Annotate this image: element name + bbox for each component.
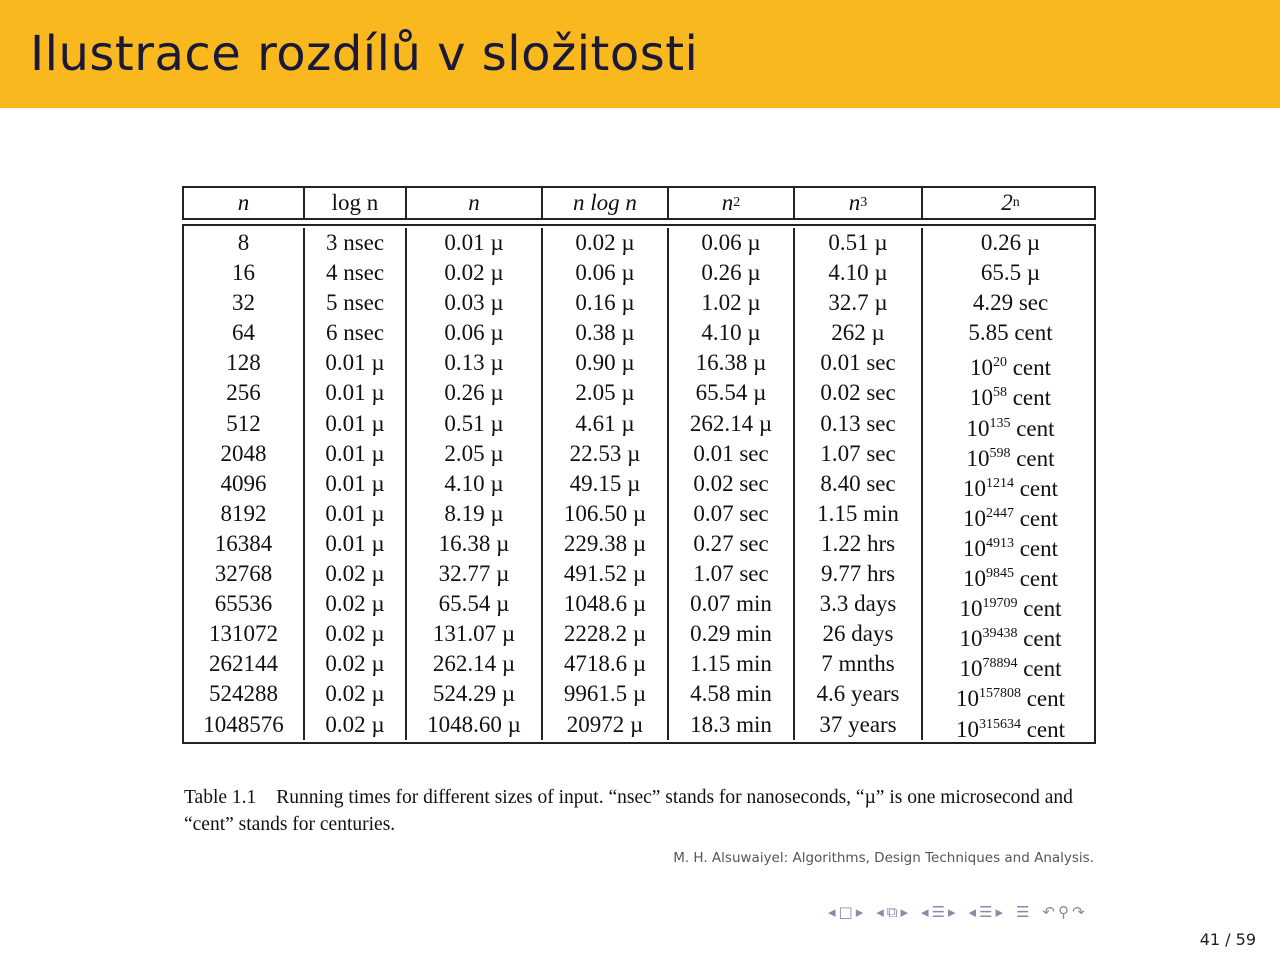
table-column xyxy=(795,228,923,740)
table-cell: 4.10 µ xyxy=(828,260,888,286)
table-cell: 262.14 µ xyxy=(432,651,516,677)
table-cell: 0.29 min xyxy=(690,621,772,647)
table-cell: 4.10 µ xyxy=(701,320,761,346)
beamer-navigation xyxy=(828,898,1093,926)
table-cell: 7 mnths xyxy=(821,651,895,677)
table-cell: 22.53 µ xyxy=(569,440,641,466)
table-cell: 8.40 sec xyxy=(820,470,896,496)
table-cell: 0.27 sec xyxy=(693,530,769,556)
table-cell: 1048.6 µ xyxy=(563,591,647,617)
table-cell: 131.07 µ xyxy=(432,621,516,647)
subsection-next-icon[interactable]: ▸ xyxy=(900,903,909,921)
table-cell: 0.13 sec xyxy=(820,410,896,436)
slide-title: Ilustrace rozdílů v složitosti xyxy=(30,26,699,82)
table-cell: 26 days xyxy=(822,621,894,647)
table-cell: 16384 xyxy=(214,530,273,556)
table-column xyxy=(669,228,795,740)
column-header: n xyxy=(184,188,305,218)
caption-text: Running times for different sizes of input. “nsec” stands for nanoseconds, “µ” is one microsecond and “cent” stands for centuries. xyxy=(184,787,1073,835)
column-header: n 2 xyxy=(669,188,795,218)
table-cell: 65.5 µ xyxy=(980,260,1041,286)
title-bar xyxy=(0,0,1280,108)
table-column xyxy=(407,228,543,740)
table-cell: 0.01 µ xyxy=(444,230,504,255)
frame-prev-icon[interactable]: ◂ xyxy=(828,903,836,921)
table-cell: 1048576 xyxy=(203,711,284,737)
table-cell: 5.85 cent xyxy=(968,320,1053,346)
table-column xyxy=(923,228,1098,740)
subsection-icon[interactable]: ⧉ xyxy=(886,903,898,921)
table-cell: 0.01 µ xyxy=(325,440,385,466)
table-cell: 3.3 days xyxy=(819,591,897,617)
table-cell: 4096 xyxy=(220,470,267,496)
table-cell: 0.01 µ xyxy=(325,350,385,376)
table-cell: 4.58 min xyxy=(690,681,772,707)
document-icon[interactable]: ☰ xyxy=(1016,903,1030,921)
table-cell: 1.22 hrs xyxy=(820,530,896,556)
table-cell: 49.15 µ xyxy=(569,470,641,496)
frame-icon[interactable]: □ xyxy=(838,903,853,921)
table-cell: 2.05 µ xyxy=(575,380,635,406)
table-cell: 16.38 µ xyxy=(438,530,510,556)
table-cell: 229.38 µ xyxy=(563,530,647,556)
table-cell: 32768 xyxy=(214,561,273,587)
table-cell: 8.19 µ xyxy=(444,500,504,526)
table-cell: 2048 xyxy=(220,440,267,466)
table-cell: $10^{58}$ cent xyxy=(969,385,1052,411)
table-cell: 131072 xyxy=(209,621,278,647)
slide-prev-icon[interactable]: ◂ xyxy=(968,903,977,921)
section-icon[interactable]: ☰ xyxy=(931,903,946,921)
table-cell: $10^{20}$ cent xyxy=(969,355,1052,381)
table-cell: 262144 xyxy=(209,651,278,677)
table-cell: 4 nsec xyxy=(325,260,385,286)
table-cell: 524288 xyxy=(209,681,278,707)
table-cell: 0.26 µ xyxy=(701,260,761,286)
table-cell: 32 xyxy=(232,290,255,316)
table-cell: 0.06 µ xyxy=(444,320,504,346)
table-column xyxy=(184,228,305,740)
column-header: n log n xyxy=(543,188,669,218)
slide-next-icon[interactable]: ▸ xyxy=(995,903,1004,921)
table-cell: 6 nsec xyxy=(325,320,385,346)
table-column xyxy=(305,228,407,740)
subsection-prev-icon[interactable]: ◂ xyxy=(876,903,884,921)
table-cell: 32.7 µ xyxy=(828,290,888,316)
table-cell: 262 µ xyxy=(831,320,885,346)
table-cell: 0.02 µ xyxy=(325,711,385,737)
table-cell: 2228.2 µ xyxy=(563,621,647,647)
table-cell: $10^{19709}$ cent xyxy=(959,596,1062,622)
table-cell: 65.54 µ xyxy=(438,591,510,617)
table-cell: 106.50 µ xyxy=(563,500,647,526)
table-cell: $10^{78894}$ cent xyxy=(959,656,1062,682)
table-cell: 1.02 µ xyxy=(701,290,761,316)
column-header: n xyxy=(407,188,543,218)
table-cell: 0.02 µ xyxy=(444,260,504,286)
table-cell: 1.07 sec xyxy=(820,440,896,466)
table-cell: 0.26 µ xyxy=(444,380,504,406)
table-cell: 2.05 µ xyxy=(444,440,504,466)
table-cell: 65.54 µ xyxy=(695,380,767,406)
table-caption xyxy=(184,784,1084,838)
table-cell: 16.38 µ xyxy=(695,350,767,376)
column-header: 2 n xyxy=(1001,190,1020,215)
table-cell: 0.26 µ xyxy=(980,230,1041,255)
table-cell: 0.13 µ xyxy=(444,350,504,376)
table-cell: 0.02 µ xyxy=(575,230,635,255)
table-cell: 0.01 µ xyxy=(325,470,385,496)
search-icon[interactable]: ⚲ xyxy=(1058,903,1070,921)
section-next-icon[interactable]: ▸ xyxy=(948,903,956,921)
back-icon[interactable]: ↶ xyxy=(1042,903,1056,921)
table-cell: 0.02 sec xyxy=(820,380,896,406)
table-cell: 8192 xyxy=(220,500,267,526)
table-header xyxy=(182,186,1096,220)
source-citation: M. H. Alsuwaiyel: Algorithms, Design Techniques and Analysis. xyxy=(673,850,1094,866)
table-cell: 1.07 sec xyxy=(693,561,769,587)
forward-icon[interactable]: ↷ xyxy=(1072,903,1085,921)
column-header: n 3 xyxy=(795,188,923,218)
table-cell: $10^{2447}$ cent xyxy=(962,505,1059,531)
table-cell: 1048.60 µ xyxy=(427,711,521,737)
table-cell: 0.06 µ xyxy=(701,230,761,255)
slide-icon[interactable]: ☰ xyxy=(979,903,993,921)
table-cell: 0.06 µ xyxy=(575,260,635,286)
table-cell: 0.07 sec xyxy=(693,500,769,526)
table-cell: 524.29 µ xyxy=(432,681,516,707)
table-cell: 0.01 sec xyxy=(693,440,769,466)
table-cell: $10^{39438}$ cent xyxy=(959,626,1062,652)
table-cell: 9.77 hrs xyxy=(820,561,896,587)
table-cell: 65536 xyxy=(214,591,273,617)
table-cell: 4.29 sec xyxy=(972,290,1049,316)
table-cell: $10^{157808}$ cent xyxy=(955,686,1066,712)
table-cell: 0.38 µ xyxy=(575,320,635,346)
table-column xyxy=(543,228,669,740)
table-cell: 0.03 µ xyxy=(444,290,504,316)
table-cell: $10^{4913}$ cent xyxy=(962,535,1059,561)
table-cell: 4.10 µ xyxy=(444,470,504,496)
caption-label: Table 1.1 xyxy=(184,787,257,808)
table-cell: 8 xyxy=(237,230,250,255)
table-cell: 5 nsec xyxy=(325,290,385,316)
frame-next-icon[interactable]: ▸ xyxy=(855,903,864,921)
table-cell: 0.02 µ xyxy=(325,681,385,707)
table-cell: 0.51 µ xyxy=(828,230,888,255)
table-cell: 20972 µ xyxy=(566,711,644,737)
table-cell: 1.15 min xyxy=(690,651,772,677)
table-cell: 4.6 years xyxy=(816,681,900,707)
table-cell: 0.02 µ xyxy=(325,591,385,617)
table-cell: 18.3 min xyxy=(690,711,772,737)
table-cell: 9961.5 µ xyxy=(563,681,647,707)
table-cell: 491.52 µ xyxy=(563,561,647,587)
page-number: 41 / 59 xyxy=(1199,930,1256,949)
table-cell: $10^{135}$ cent xyxy=(966,415,1055,441)
table-cell: 512 xyxy=(226,410,261,436)
complexity-table xyxy=(182,186,1096,744)
table-cell: 0.02 µ xyxy=(325,621,385,647)
table-body xyxy=(182,224,1096,744)
table-cell: 32.77 µ xyxy=(438,561,510,587)
table-cell: $10^{1214}$ cent xyxy=(962,475,1059,501)
table-cell: 128 xyxy=(226,350,261,376)
table-cell: 4.61 µ xyxy=(575,410,635,436)
table-cell: 0.07 min xyxy=(690,591,772,617)
table-cell: $10^{598}$ cent xyxy=(966,445,1055,471)
table-cell: 3 nsec xyxy=(325,230,385,255)
table-cell: 64 xyxy=(232,320,255,346)
table-cell: 1.15 min xyxy=(817,500,899,526)
table-cell: $10^{315634}$ cent xyxy=(955,716,1066,742)
table-cell: 262.14 µ xyxy=(689,410,773,436)
table-cell: 0.01 µ xyxy=(325,410,385,436)
table-cell: 37 years xyxy=(819,711,897,737)
table-cell: 0.02 µ xyxy=(325,561,385,587)
table-cell: 0.90 µ xyxy=(575,350,635,376)
table-cell: 0.02 sec xyxy=(693,470,769,496)
table-cell: 16 xyxy=(232,260,255,286)
table-cell: 0.01 sec xyxy=(820,350,896,376)
section-prev-icon[interactable]: ◂ xyxy=(921,903,929,921)
column-header: log n xyxy=(305,188,407,218)
table-cell: 4718.6 µ xyxy=(563,651,647,677)
table-cell: 0.01 µ xyxy=(325,380,385,406)
table-cell: 0.01 µ xyxy=(325,500,385,526)
table-cell: 256 xyxy=(226,380,261,406)
table-cell: 0.16 µ xyxy=(575,290,635,316)
table-cell: 0.01 µ xyxy=(325,530,385,556)
table-cell: 0.51 µ xyxy=(444,410,504,436)
table-cell: 0.02 µ xyxy=(325,651,385,677)
table-cell: $10^{9845}$ cent xyxy=(962,566,1059,592)
